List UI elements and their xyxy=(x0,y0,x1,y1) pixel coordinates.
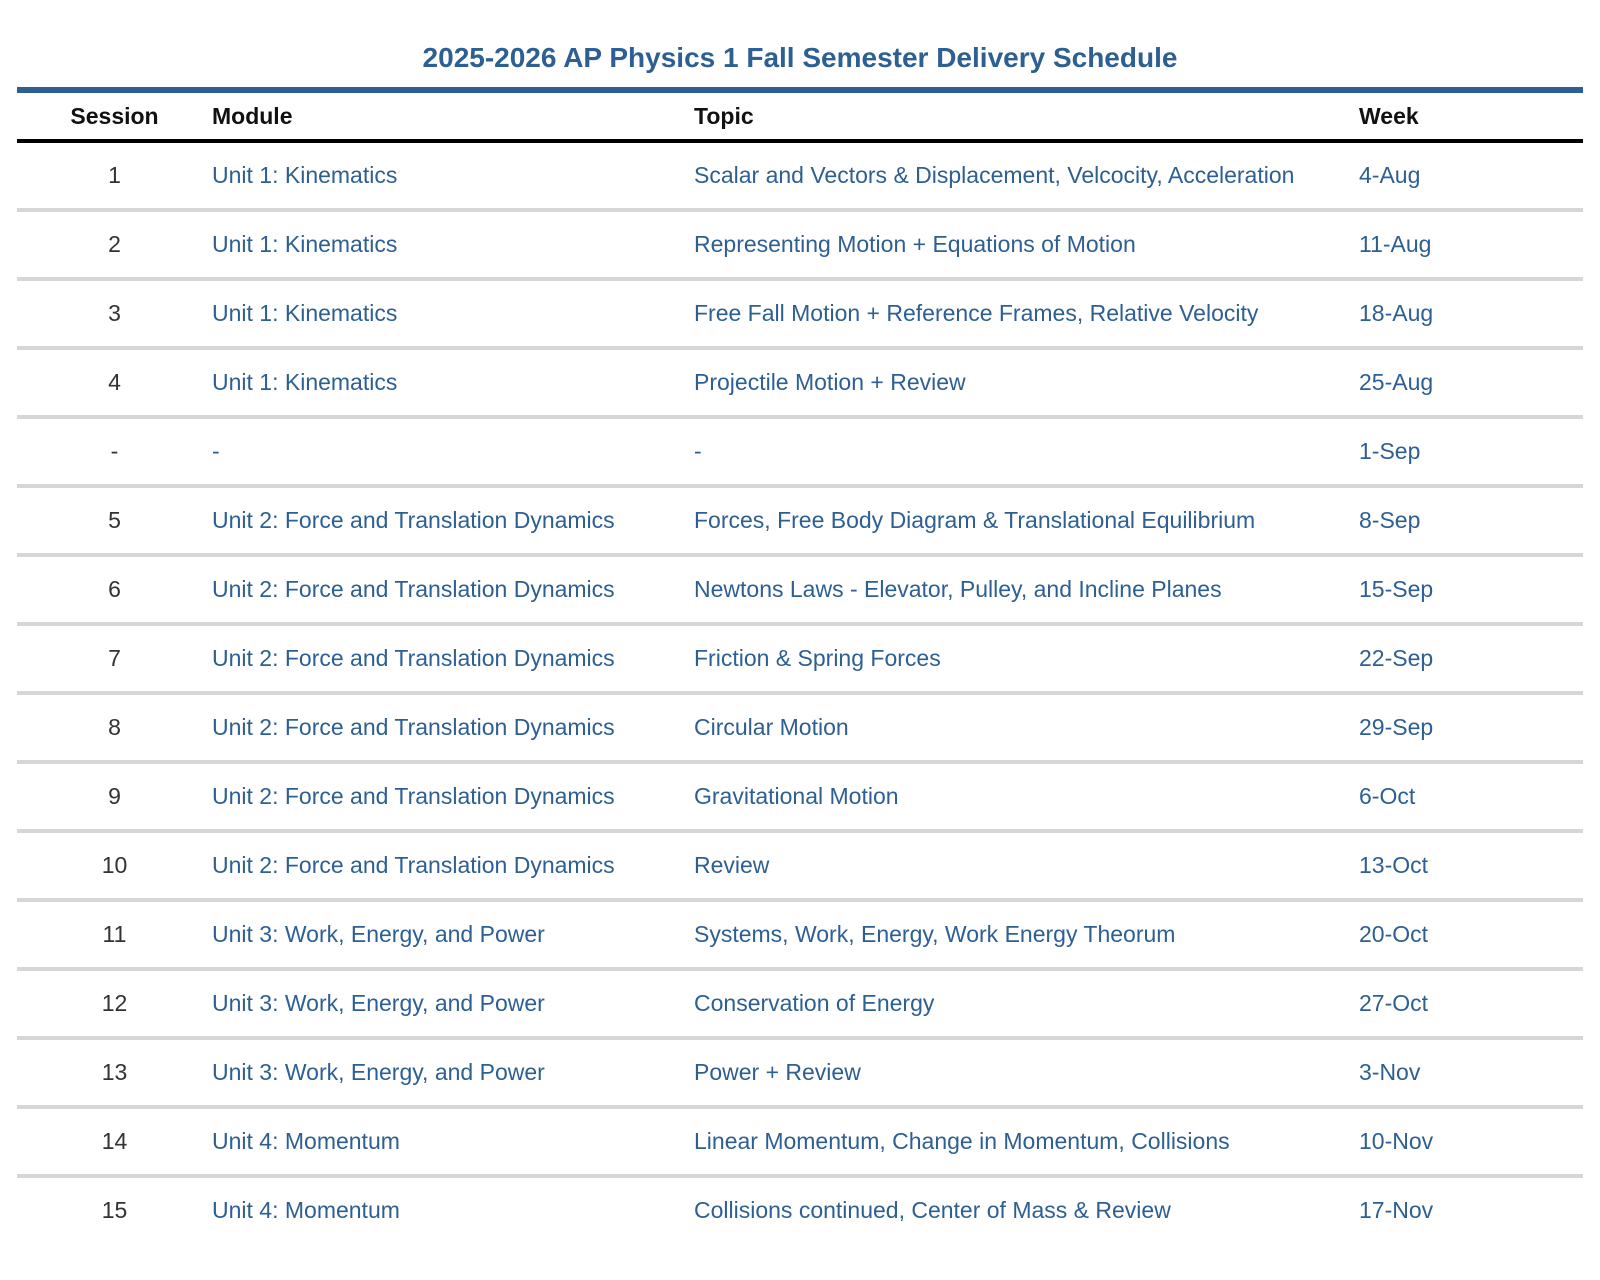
module-cell: Unit 3: Work, Energy, and Power xyxy=(212,900,694,969)
topic-cell: Conservation of Energy xyxy=(694,969,1359,1038)
week-cell: 8-Sep xyxy=(1359,486,1583,555)
week-cell: 29-Sep xyxy=(1359,693,1583,762)
page-title: 2025-2026 AP Physics 1 Fall Semester Delivery Schedule xyxy=(422,42,1178,73)
table-row xyxy=(17,210,1583,279)
session-cell: 12 xyxy=(17,969,212,1038)
header-row xyxy=(17,93,1583,141)
topic-cell: Systems, Work, Energy, Work Energy Theorum xyxy=(694,900,1359,969)
table-row xyxy=(17,141,1583,210)
table-body xyxy=(17,141,1583,1243)
table-header xyxy=(17,93,1583,141)
column-header-module: Module xyxy=(212,93,694,141)
week-cell: 25-Aug xyxy=(1359,348,1583,417)
module-cell: - xyxy=(212,417,694,486)
column-header-topic: Topic xyxy=(694,93,1359,141)
session-cell: 3 xyxy=(17,279,212,348)
table-row xyxy=(17,1176,1583,1243)
session-cell: 6 xyxy=(17,555,212,624)
table-row xyxy=(17,279,1583,348)
topic-cell: Power + Review xyxy=(694,1038,1359,1107)
module-cell: Unit 3: Work, Energy, and Power xyxy=(212,969,694,1038)
table-row xyxy=(17,348,1583,417)
table-row xyxy=(17,486,1583,555)
week-cell: 13-Oct xyxy=(1359,831,1583,900)
module-cell: Unit 1: Kinematics xyxy=(212,279,694,348)
table-row xyxy=(17,1107,1583,1176)
table-row xyxy=(17,969,1583,1038)
topic-cell: Forces, Free Body Diagram & Translational Equilibrium xyxy=(694,486,1359,555)
schedule-table xyxy=(17,93,1583,1243)
module-cell: Unit 1: Kinematics xyxy=(212,141,694,210)
table-row xyxy=(17,831,1583,900)
session-cell: 11 xyxy=(17,900,212,969)
week-cell: 3-Nov xyxy=(1359,1038,1583,1107)
module-cell: Unit 2: Force and Translation Dynamics xyxy=(212,624,694,693)
session-cell: 15 xyxy=(101,1197,128,1223)
module-cell: Unit 2: Force and Translation Dynamics xyxy=(212,831,694,900)
module-cell: Unit 4: Momentum xyxy=(212,1197,400,1223)
table-row xyxy=(17,555,1583,624)
week-cell: 6-Oct xyxy=(1359,762,1583,831)
module-cell: Unit 2: Force and Translation Dynamics xyxy=(212,555,694,624)
session-cell: 13 xyxy=(17,1038,212,1107)
session-cell: 7 xyxy=(17,624,212,693)
topic-cell: Newtons Laws - Elevator, Pulley, and Incline Planes xyxy=(694,555,1359,624)
topic-cell: Gravitational Motion xyxy=(694,762,1359,831)
module-cell: Unit 2: Force and Translation Dynamics xyxy=(212,486,694,555)
table-row xyxy=(17,693,1583,762)
module-cell: Unit 3: Work, Energy, and Power xyxy=(212,1038,694,1107)
topic-cell: Collisions continued, Center of Mass & Review xyxy=(694,1197,1171,1223)
week-cell: 20-Oct xyxy=(1359,900,1583,969)
table-row xyxy=(17,900,1583,969)
session-cell: 4 xyxy=(17,348,212,417)
session-cell: 14 xyxy=(17,1107,212,1176)
session-cell: 1 xyxy=(17,141,212,210)
topic-cell: Circular Motion xyxy=(694,693,1359,762)
session-cell: 5 xyxy=(17,486,212,555)
module-cell: Unit 2: Force and Translation Dynamics xyxy=(212,693,694,762)
week-cell: 17-Nov xyxy=(1359,1197,1434,1223)
module-cell: Unit 1: Kinematics xyxy=(212,210,694,279)
session-cell: 9 xyxy=(17,762,212,831)
topic-cell: - xyxy=(694,417,1359,486)
table-row xyxy=(17,417,1583,486)
week-cell: 22-Sep xyxy=(1359,624,1583,693)
topic-cell: Representing Motion + Equations of Motion xyxy=(694,210,1359,279)
session-cell: - xyxy=(17,417,212,486)
topic-cell: Projectile Motion + Review xyxy=(694,348,1359,417)
topic-cell: Scalar and Vectors & Displacement, Velcocity, Acceleration xyxy=(694,141,1359,210)
topic-cell: Friction & Spring Forces xyxy=(694,624,1359,693)
column-header-session: Session xyxy=(17,93,212,141)
topic-cell: Free Fall Motion + Reference Frames, Relative Velocity xyxy=(694,279,1359,348)
module-cell: Unit 2: Force and Translation Dynamics xyxy=(212,762,694,831)
week-cell: 11-Aug xyxy=(1359,210,1583,279)
column-header-week: Week xyxy=(1359,93,1583,141)
week-cell: 18-Aug xyxy=(1359,279,1583,348)
session-cell: 10 xyxy=(17,831,212,900)
session-cell: 8 xyxy=(17,693,212,762)
week-cell: 4-Aug xyxy=(1359,141,1583,210)
week-cell: 27-Oct xyxy=(1359,969,1583,1038)
table-row xyxy=(17,1038,1583,1107)
table-row xyxy=(17,762,1583,831)
session-cell: 2 xyxy=(17,210,212,279)
module-cell: Unit 1: Kinematics xyxy=(212,348,694,417)
week-cell: 10-Nov xyxy=(1359,1107,1583,1176)
topic-cell: Review xyxy=(694,831,1359,900)
module-cell: Unit 4: Momentum xyxy=(212,1107,694,1176)
topic-cell: Linear Momentum, Change in Momentum, Collisions xyxy=(694,1107,1359,1176)
table-row xyxy=(17,624,1583,693)
week-cell: 1-Sep xyxy=(1359,417,1583,486)
week-cell: 15-Sep xyxy=(1359,555,1583,624)
